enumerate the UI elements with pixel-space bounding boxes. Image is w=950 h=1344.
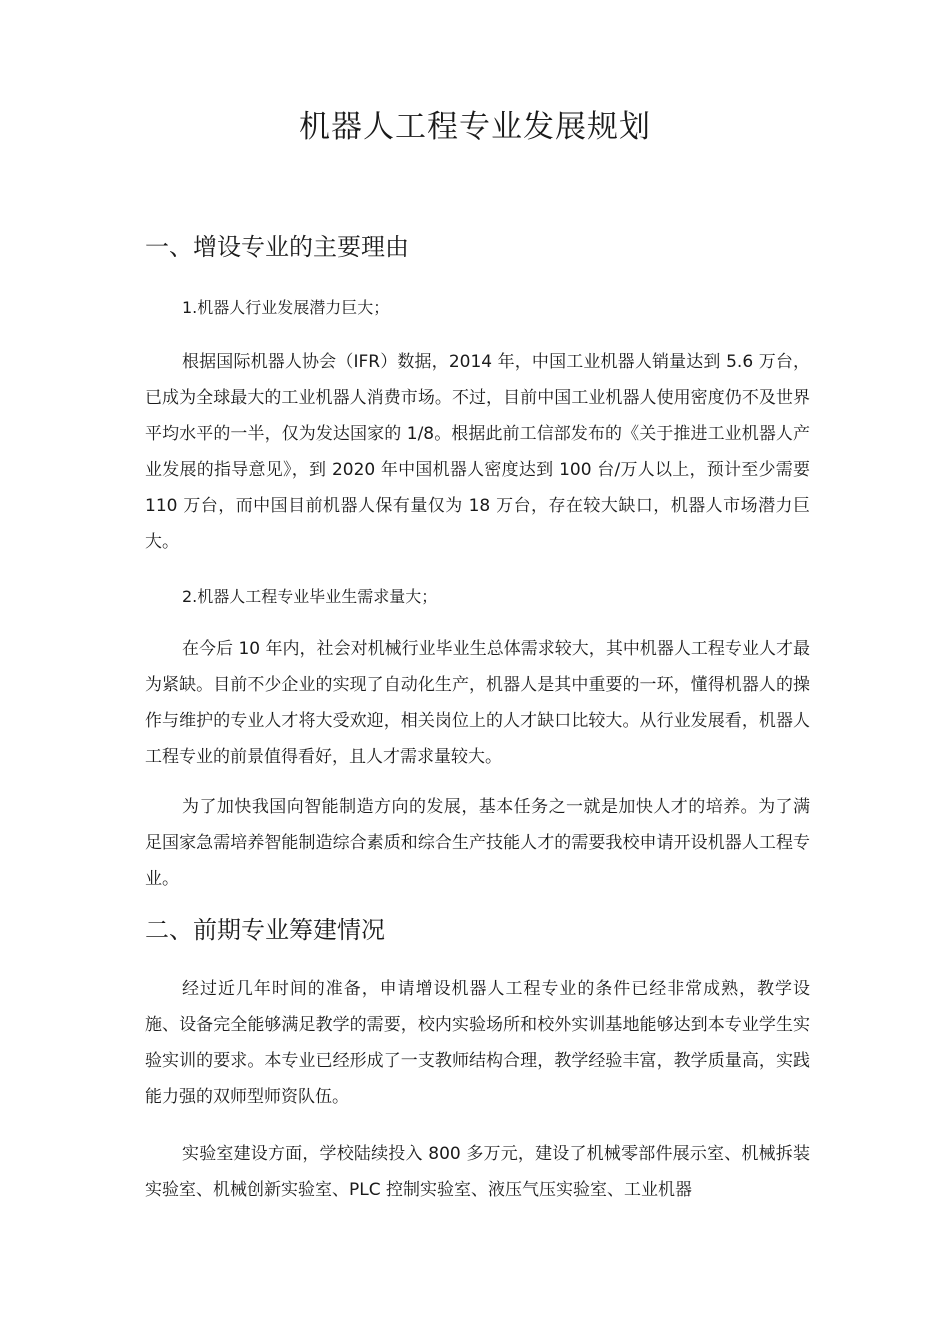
reason-2-paragraph: 在今后 10 年内，社会对机械行业毕业生总体需求较大，其中机器人工程专业人才最为紧缺。目前不少企业的实现了自动化生产，机器人是其中重要的一环，懂得机器人的操作与维护的专业人才将大受欢迎，相关岗位上的人才缺口比较大。从行业发展看，机器人工程专业的前景值得看好，且人才需求量较大。 xyxy=(145,639,810,767)
reason-2-title: 2.机器人工程专业毕业生需求量大； xyxy=(182,587,438,606)
reason-1-title: 1.机器人行业发展潜力巨大； xyxy=(182,298,390,317)
document-title: 机器人工程专业发展规划 xyxy=(299,109,651,145)
preparation-paragraph-1: 经过近几年时间的准备，申请增设机器人工程专业的条件已经非常成熟，教学设施、设备完全能够满足教学的需要，校内实验场所和校外实训基地能够达到本专业学生实验实训的要求。本专业已经形成了一支教师结构合理，教学经验丰富，教学质量高，实践能力强的双师型师资队伍。 xyxy=(145,979,810,1107)
reason-1-paragraph: 根据国际机器人协会（IFR）数据，2014 年，中国工业机器人销量达到 5.6 万台，已成为全球最大的工业机器人消费市场。不过，目前中国工业机器人使用密度仍不及世界平均水平的一半，仅为发达国家的 1/8。根据此前工信部发布的《关于推进工业机器人产业发展的指导意见》，到 2020 年中国机器人密度达到 100 台/万人以上，预计至少需要 110 万台，而中国目前机器人保有量仅为 18 万台，存在较大缺口，机器人市场潜力巨大。 xyxy=(145,352,810,552)
reason-summary-paragraph: 为了加快我国向智能制造方向的发展，基本任务之一就是加快人才的培养。为了满足国家急需培养智能制造综合素质和综合生产技能人才的需要我校申请开设机器人工程专业。 xyxy=(145,797,810,889)
section-heading-reasons: 一、增设专业的主要理由 xyxy=(145,233,409,261)
section-heading-preparation: 二、前期专业筹建情况 xyxy=(145,916,385,944)
preparation-paragraph-2: 实验室建设方面，学校陆续投入 800 多万元，建设了机械零部件展示室、机械拆装实验室、机械创新实验室、PLC 控制实验室、液压气压实验室、工业机器 xyxy=(145,1144,810,1200)
